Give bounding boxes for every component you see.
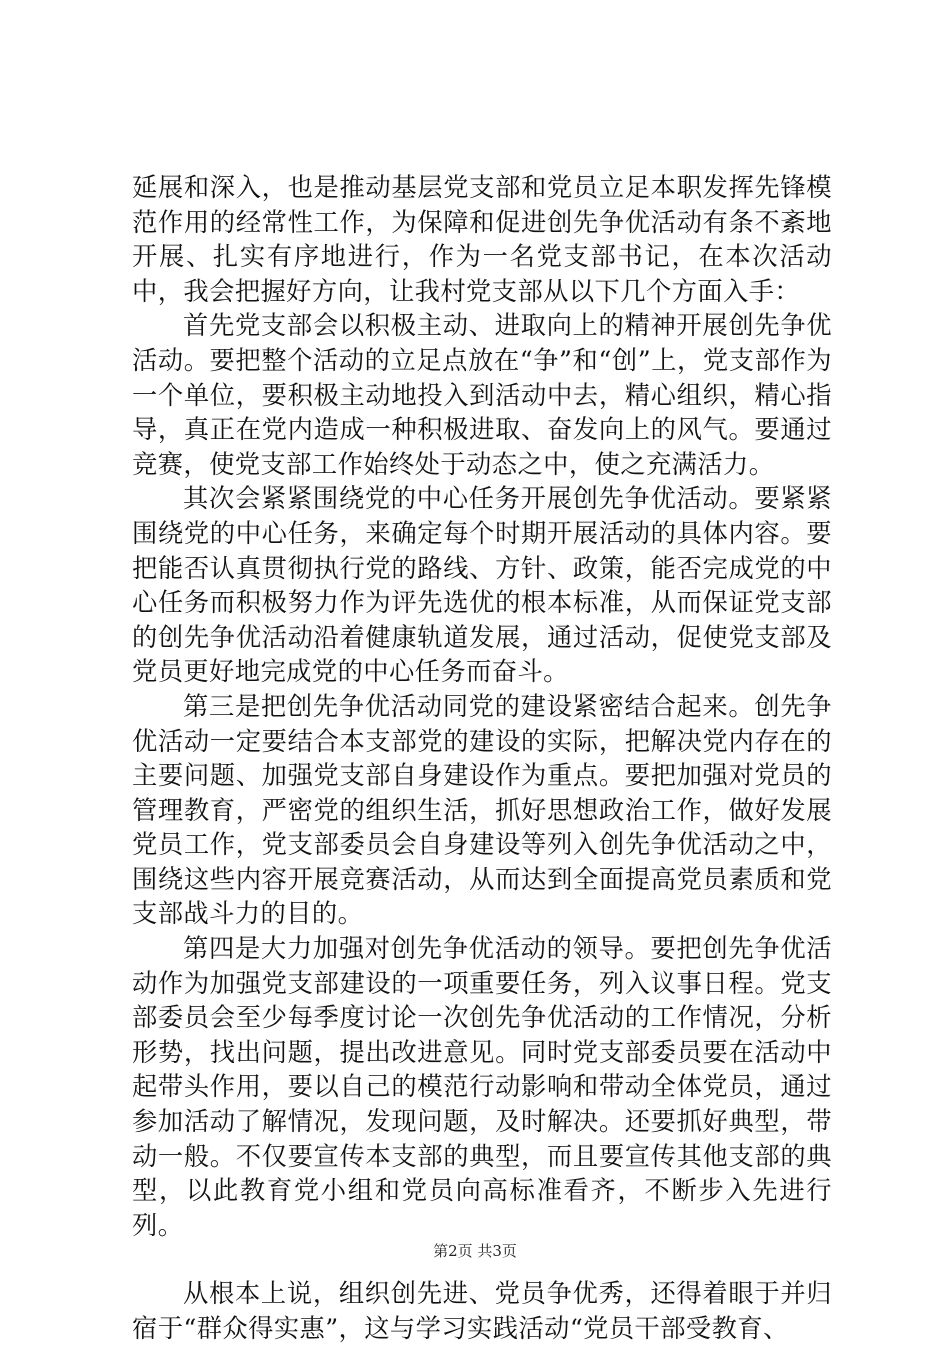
paragraph-fourth-point: 第四是大力加强对创先争优活动的领导。要把创先争优活动作为加强党支部建设的一项重要任务，列入议事日程。党支部委员会至少每季度讨论一次创先争优活动的工作情况，分析形势，找出问题，提出改进意见。同时党支部委员要在活动中起带头作用，要以自己的模范行动影响和带动全体党员，通过参加活动了解情况，发现问题，及时解决。还要抓好典型，带动一般。不仅要宣传本支部的典型，而且要宣传其他支部的典型，以此教育党小组和党员向高标准看齐，不断步入先进行列。 — [132, 934, 832, 1240]
paragraph-continuation: 延展和深入，也是推动基层党支部和党员立足本职发挥先锋模范作用的经常性工作，为保障和促进创先争优活动有条不紊地开展、扎实有序地进行，作为一名党支部书记，在本次活动中，我会把握好方向，让我村党支部从以下几个方面入手： — [132, 173, 832, 306]
paragraph-second-point: 其次会紧紧围绕党的中心任务开展创先争优活动。要紧紧围绕党的中心任务，来确定每个时期开展活动的具体内容。要把能否认真贯彻执行党的路线、方针、政策，能否完成党的中心任务而积极努力作为评先选优的根本标准，从而保证党支部的创先争优活动沿着健康轨道发展，通过活动，促使党支部及党员更好地完成党的中心任务而奋斗。 — [132, 484, 832, 687]
paragraph-third-point: 第三是把创先争优活动同党的建设紧密结合起来。创先争优活动一定要结合本支部党的建设的实际，把解决党内存在的主要问题、加强党支部自身建设作为重点。要把加强对党员的管理教育，严密党的组织生活，抓好思想政治工作，做好发展党员工作，党支部委员会自身建设等列入创先争优活动之中，围绕这些内容开展竞赛活动，从而达到全面提高党员素质和党支部战斗力的目的。 — [132, 691, 832, 929]
paragraph-first-point: 首先党支部会以积极主动、进取向上的精神开展创先争优活动。要把整个活动的立足点放在“争”和“创”上，党支部作为一个单位，要积极主动地投入到活动中去，精心组织，精心指导，真正在党内造成一种积极进取、奋发向上的风气。要通过竞赛，使党支部工作始终处于动态之中，使之充满活力。 — [132, 311, 832, 479]
page-footer — [0, 1241, 950, 1261]
document-body — [132, 171, 832, 1347]
paragraph-conclusion: 从根本上说，组织创先进、党员争优秀，还得着眼于并归宿于“群众得实惠”，这与学习实践活动“党员干部受教育、 — [132, 1279, 832, 1343]
page-number-label: 第2页 共3页 — [433, 1242, 517, 1260]
